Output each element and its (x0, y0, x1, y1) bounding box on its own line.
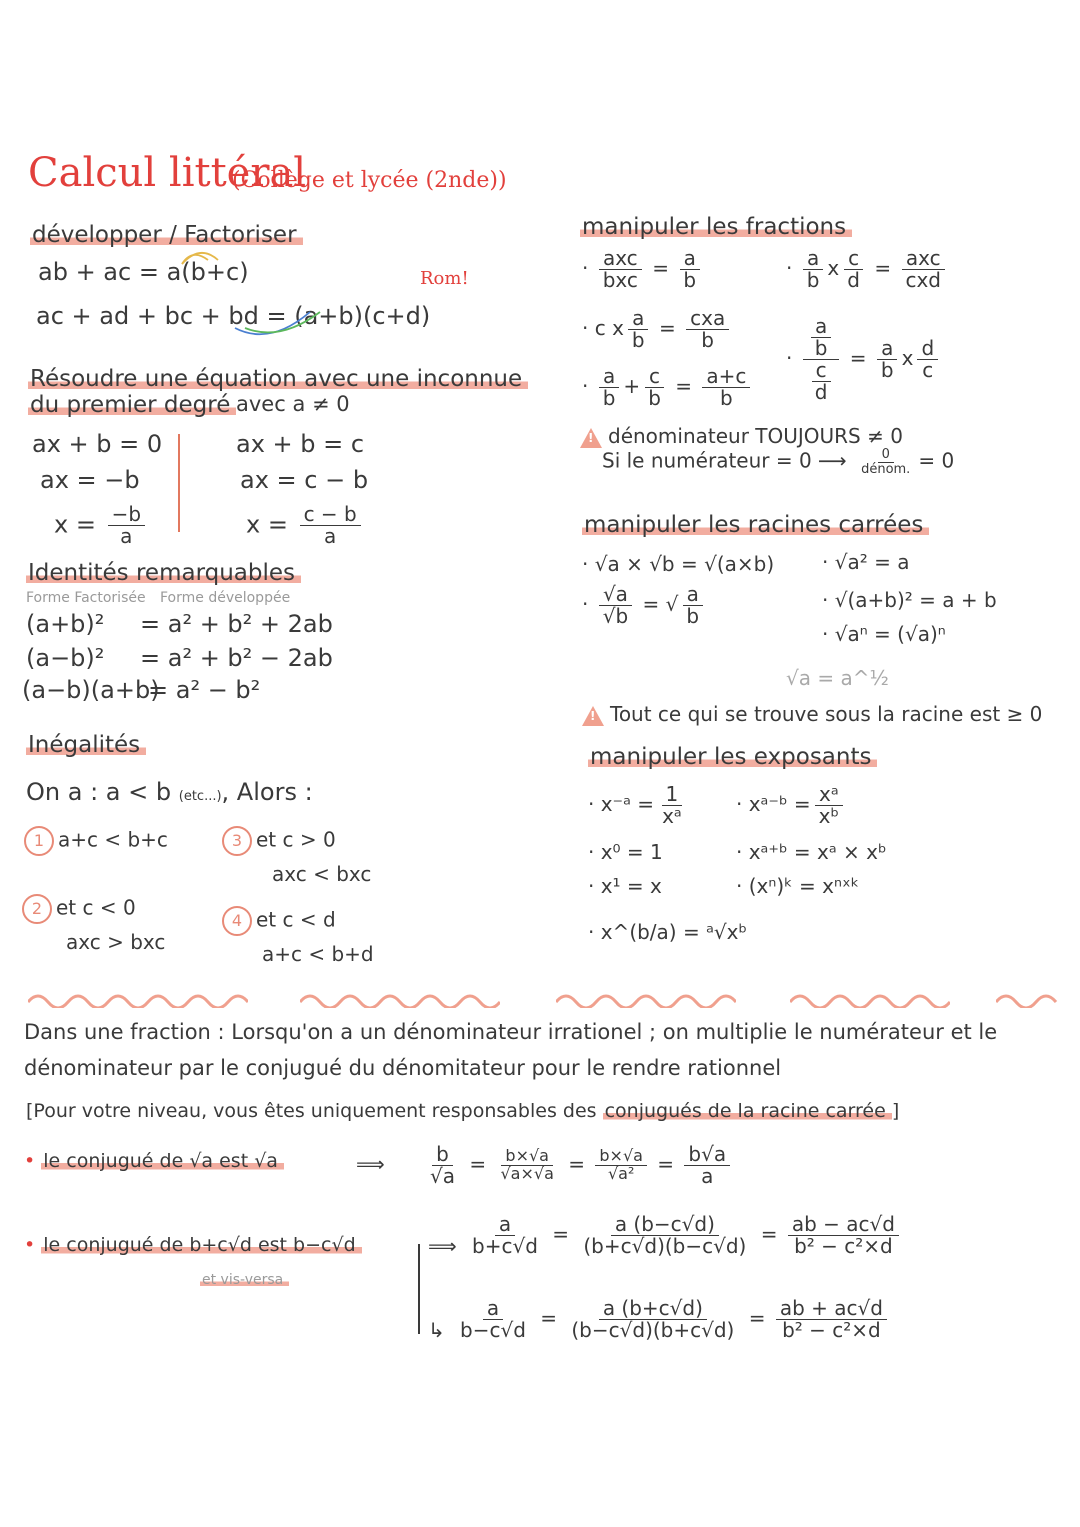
eq-right-3: x = $\frac{c - b}{a}$ (246, 504, 365, 547)
roots-warning: ! Tout ce qui se trouve sous la racine est ≥ 0 (582, 702, 1042, 726)
develop-heading: développer / Factoriser (30, 222, 303, 248)
exp-rule-2: · x⁰ = 1 (588, 840, 663, 864)
equation-heading-2: du premier degré (28, 392, 236, 418)
exp-rule-1: · x⁻ᵃ = $\frac{1}{\text{xᵃ}}$ (588, 782, 682, 828)
fraction-warning-2: Si le numérateur = 0 ⟶ $\frac{0}{\text{dénom.}}$ = 0 (602, 447, 955, 477)
exp-rule-4: · x^(b/a) = ᵃ√xᵇ (588, 920, 748, 944)
inequality-item-3: 3 et c > 0 (222, 826, 336, 856)
exponents-heading: manipuler les exposants (588, 744, 877, 770)
exp-rule-6: · xᵃ⁺ᵇ = xᵃ × xᵇ (736, 840, 887, 864)
inequality-item-2: 2 et c < 0 (22, 894, 136, 924)
equation-condition: avec a ≠ 0 (236, 392, 350, 416)
remark-text: Rom! (420, 268, 469, 289)
identity-row-2-left: (a−b)² (26, 644, 105, 672)
eq-right-1: ax + b = c (236, 430, 365, 458)
root-rule-3: · √a² = a (822, 550, 910, 574)
identity-row-1-left: (a+b)² (26, 610, 105, 638)
identities-col-2: Forme développée (160, 590, 291, 606)
identity-row-1-right: = a² + b² + 2ab (140, 610, 333, 638)
identity-row-2-right: = a² + b² − 2ab (140, 644, 333, 672)
identity-row-3-right: = a² − b² (148, 676, 261, 704)
conjugate-paragraph-3: [Pour votre niveau, vous êtes uniquement responsables des conjugués de la racine carrée ] (26, 1100, 900, 1122)
root-rule-1: · √a × √b = √(a×b) (582, 552, 775, 576)
separator-wave (28, 990, 248, 1008)
conjugate-arrow-1: ⟹ (356, 1152, 385, 1176)
eq-left-2: ax = −b (40, 466, 140, 494)
separator-wave (790, 990, 950, 1008)
inequality-item-4-line2: a+c < b+d (262, 942, 374, 966)
root-rule-4: · √(a+b)² = a + b (822, 588, 997, 612)
inequalities-intro: On a : a < b (etc...), Alors : (26, 778, 313, 806)
separator-wave (556, 990, 736, 1008)
fraction-rule-2: · c x $\frac{a}{b}$ = $\frac{\text{cxa}}{b}$ (582, 308, 733, 351)
identities-heading: Identités remarquables (26, 560, 301, 586)
identities-col-1: Forme Factorisée (26, 590, 146, 606)
conjugate-note: et vis-versa (200, 1272, 289, 1288)
root-rule-2: · $\frac{√a}{√b}$ = √ $\frac{a}{b}$ (582, 584, 707, 627)
fraction-rule-5: · $\frac{\frac{a}{b}}{\frac{c}{d}}$ = $\frac{a}{b}$ x $\frac{d}{c}$ (786, 316, 942, 403)
separator-wave (300, 990, 500, 1008)
conjugate-bullet-2: • le conjugué de b+c√d est b−c√d (24, 1234, 362, 1256)
inequality-item-4: 4 et c < d (222, 906, 336, 936)
fraction-rule-1: · $\frac{\text{axc}}{\text{bxc}}$ = $\frac{a}{b}$ (582, 248, 704, 291)
conjugate-arrow-3: ↳ (428, 1318, 445, 1342)
conjugate-paragraph-2: dénominateur par le conjugué du dénomitateur pour le rendre rationnel (24, 1056, 782, 1080)
conjugate-paragraph-1: Dans une fraction : Lorsqu'on a un dénominateur irrationel ; on multiplie le numérateur et le (24, 1020, 998, 1044)
inequality-item-3-line2: axc < bxc (272, 862, 372, 886)
develop-line-1: ab + ac = a(b+c) (38, 258, 249, 286)
equation-divider (178, 434, 180, 532)
page-title: Calcul littéral (28, 150, 307, 196)
inequalities-heading: Inégalités (26, 732, 146, 758)
inequality-item-2-line2: axc > bxc (66, 930, 166, 954)
fraction-warning-1: ! dénominateur TOUJOURS ≠ 0 (580, 424, 903, 448)
identity-row-3-left: (a−b)(a+b) (22, 676, 160, 704)
conjugate-formula-3: $\frac{a}{b-c√d}$ = $\frac{a (b+c√d)}{(b-c√d)(b+c√d)}$ = $\frac{ab + ac√d}{\text{b² − c²×d}}$ (452, 1298, 891, 1341)
separator-wave (996, 990, 1060, 1008)
fractions-heading: manipuler les fractions (580, 214, 852, 240)
conjugate-bracket (418, 1244, 420, 1334)
warning-icon: ! (582, 706, 604, 726)
roots-heading: manipuler les racines carrées (582, 512, 929, 538)
root-rule-6: √a = a^½ (786, 666, 889, 690)
conjugate-arrow-2: ⟹ (428, 1234, 457, 1258)
arrows-icon (160, 246, 360, 346)
eq-left-3: x = $\frac{-b}{a}$ (54, 504, 149, 547)
exp-rule-3: · x¹ = x (588, 874, 662, 898)
develop-line-2: ac + ad + bc + bd = (a+b)(c+d) (36, 302, 431, 330)
conjugate-formula-1: $\frac{b}{√a}$ = $\frac{b\times√a}{√a\times√a}$ = $\frac{b\times√a}{\text{√a²}}$ = $\frac{b√a}{a}$ (422, 1144, 734, 1187)
page-subtitle: (Collège et lycée (2nde)) (232, 168, 507, 193)
equation-heading-1: Résoudre une équation avec une inconnue (28, 366, 528, 392)
eq-right-2: ax = c − b (240, 466, 369, 494)
conjugate-formula-2: $\frac{a}{b+c√d}$ = $\frac{a (b-c√d)}{(b+c√d)(b-c√d)}$ = $\frac{ab - ac√d}{\text{b² − c²×d}}$ (464, 1214, 903, 1257)
conjugate-bullet-1: • le conjugué de √a est √a (24, 1150, 284, 1172)
exp-rule-5: · xᵃ⁻ᵇ = $\frac{\text{xᵃ}}{\text{xᵇ}}$ (736, 784, 847, 827)
fraction-rule-4: · $\frac{a}{b}$ x $\frac{c}{d}$ = $\frac{\text{axc}}{\text{cxd}}$ (786, 248, 949, 291)
exp-rule-7: · (xⁿ)ᵏ = xⁿˣᵏ (736, 874, 860, 898)
root-rule-5: · √aⁿ = (√a)ⁿ (822, 622, 946, 646)
warning-icon: ! (580, 428, 602, 448)
fraction-rule-3: · $\frac{a}{b}$ + $\frac{c}{b}$ = $\frac{a+c}{b}$ (582, 366, 754, 409)
eq-left-1: ax + b = 0 (32, 430, 163, 458)
inequality-item-1: 1 a+c < b+c (24, 826, 168, 856)
